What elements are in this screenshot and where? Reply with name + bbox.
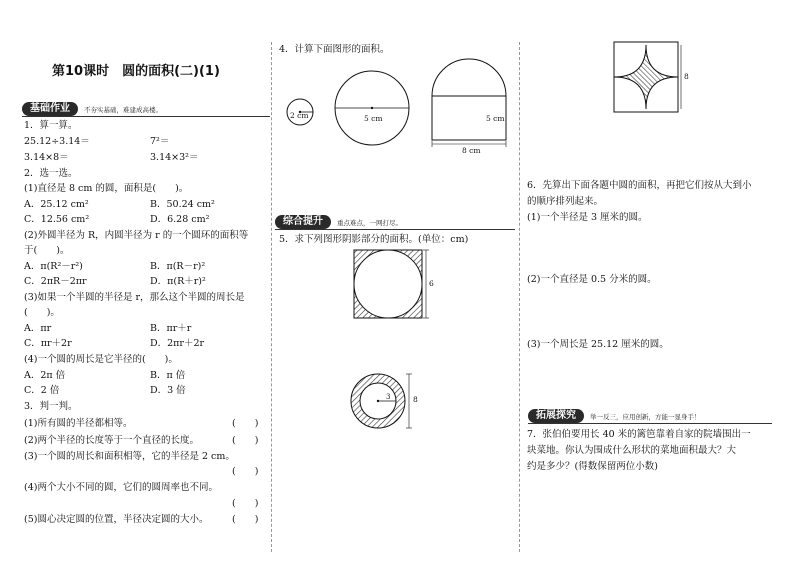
q1-b: 7²＝ bbox=[150, 136, 170, 147]
q3-2: (2)两个半径的长度等于一个直径的长度。 bbox=[24, 435, 199, 446]
label-5cm-circle: 5 cm bbox=[364, 114, 383, 123]
label-2cm: 2 cm bbox=[290, 111, 309, 120]
label-8-star: 8 bbox=[684, 72, 689, 81]
q6-line2: 的顺序排列起来。 bbox=[527, 196, 604, 207]
q2-3-line1: (3)如果一个半圆的半径是 r，那么这个半圆的周长是 bbox=[24, 292, 245, 303]
q2-2-b: B．π(R－r)² bbox=[150, 261, 206, 272]
q2-1: (1)直径是 8 cm 的圆，面积是( )。 bbox=[24, 183, 189, 194]
q4: 4．计算下面图形的面积。 bbox=[279, 44, 390, 55]
q2-4: (4)一个圆的周长是它半径的( )。 bbox=[24, 354, 178, 365]
section-tagline: 不夯实基础，难建成高楼。 bbox=[84, 105, 162, 114]
q1-a: 25.12÷3.14＝ bbox=[24, 136, 90, 147]
column-divider-left bbox=[271, 42, 272, 552]
answer-paren[interactable]: ( ) bbox=[232, 435, 259, 446]
q2-4-d: D．3 倍 bbox=[150, 385, 186, 396]
section-tagline: 重点难点，一网打尽。 bbox=[337, 218, 402, 227]
q2-3-d: D．2πr＋2r bbox=[150, 338, 205, 349]
q2-1-d: D．6.28 cm² bbox=[150, 214, 210, 225]
q2-3-c: C．πr＋2r bbox=[24, 338, 72, 349]
q2-2-c: C．2πR－2πr bbox=[24, 276, 87, 287]
q3-3: (3)一个圆的周长和面积相等，它的半径是 2 cm。 bbox=[24, 451, 235, 462]
q6-line1: 6．先算出下面各题中圆的面积，再把它们按从大到小 bbox=[527, 180, 752, 191]
q2-3-a: A．πr bbox=[24, 323, 52, 334]
q2-2-a: A．π(R²－r²) bbox=[24, 261, 83, 272]
page-title: 第10课时 圆的面积(二)(1) bbox=[52, 64, 220, 79]
q2-1-c: C．12.56 cm² bbox=[24, 214, 90, 225]
q2-1-a: A．25.12 cm² bbox=[24, 199, 89, 210]
q7-line1: 7．张伯伯要用长 40 米的篱笆靠着自家的院墙围出一 bbox=[527, 429, 751, 440]
q3-4: (4)两个大小不同的圆，它们的圆周率也不同。 bbox=[24, 482, 218, 493]
section-tagline: 举一反三，应用创新，方能一显身手！ bbox=[590, 412, 701, 421]
answer-paren[interactable]: ( ) bbox=[232, 498, 259, 509]
label-5cm-rect: 5 cm bbox=[486, 114, 505, 123]
q2: 2．选一选。 bbox=[24, 168, 78, 179]
q3-1: (1)所有圆的半径都相等。 bbox=[24, 418, 133, 429]
section-label: 综合提升 bbox=[275, 215, 331, 229]
q2-2-line2: 于( )。 bbox=[24, 245, 70, 256]
q2-4-a: A．2π 倍 bbox=[24, 370, 66, 381]
label-6: 6 bbox=[429, 279, 434, 288]
q6-2: (2)一个直径是 0.5 分米的圆。 bbox=[527, 274, 657, 285]
label-8: 8 bbox=[413, 395, 418, 404]
section-banner-basic bbox=[22, 102, 270, 116]
q2-3-line2: ( )。 bbox=[24, 307, 60, 318]
q7-line3: 约是多少？(得数保留两位小数) bbox=[527, 461, 658, 472]
section-label: 基础作业 bbox=[22, 102, 78, 116]
q1-d: 3.14×3²＝ bbox=[150, 152, 199, 163]
q3-5: (5)圆心决定圆的位置，半径决定圆的大小。 bbox=[24, 514, 209, 525]
q6-1: (1)一个半径是 3 厘米的圆。 bbox=[527, 212, 648, 223]
q5-figures bbox=[340, 244, 450, 439]
section-banner-comprehensive bbox=[275, 215, 515, 229]
answer-paren[interactable]: ( ) bbox=[232, 514, 259, 525]
column-divider-right bbox=[519, 42, 520, 552]
section-label: 拓展探究 bbox=[528, 409, 584, 423]
q1-c: 3.14×8＝ bbox=[24, 152, 69, 163]
label-3: 3 bbox=[386, 393, 391, 401]
q1: 1．算一算。 bbox=[24, 120, 78, 131]
section-banner-explore bbox=[528, 409, 772, 423]
label-8cm: 8 cm bbox=[462, 146, 481, 155]
q7-line2: 块菜地。你认为围成什么形状的菜地面积最大？大 bbox=[527, 445, 737, 456]
q6-3: (3)一个周长是 25.12 厘米的圆。 bbox=[527, 339, 669, 350]
q4-figures bbox=[280, 58, 515, 158]
answer-paren[interactable]: ( ) bbox=[232, 466, 259, 477]
q2-4-b: B．π 倍 bbox=[150, 370, 186, 381]
q3: 3．判一判。 bbox=[24, 401, 78, 412]
q2-2-d: D．π(R＋r)² bbox=[150, 276, 206, 287]
q2-1-b: B．50.24 cm² bbox=[150, 199, 215, 210]
answer-paren[interactable]: ( ) bbox=[232, 418, 259, 429]
q5: 5．求下列图形阴影部分的面积。(单位：cm) bbox=[279, 234, 469, 245]
q6-star-figure bbox=[610, 40, 690, 115]
q2-4-c: C．2 倍 bbox=[24, 385, 60, 396]
q2-2-line1: (2)外圆半径为 R，内圆半径为 r 的一个圆环的面积等 bbox=[24, 230, 249, 241]
q2-3-b: B．πr＋r bbox=[150, 323, 192, 334]
